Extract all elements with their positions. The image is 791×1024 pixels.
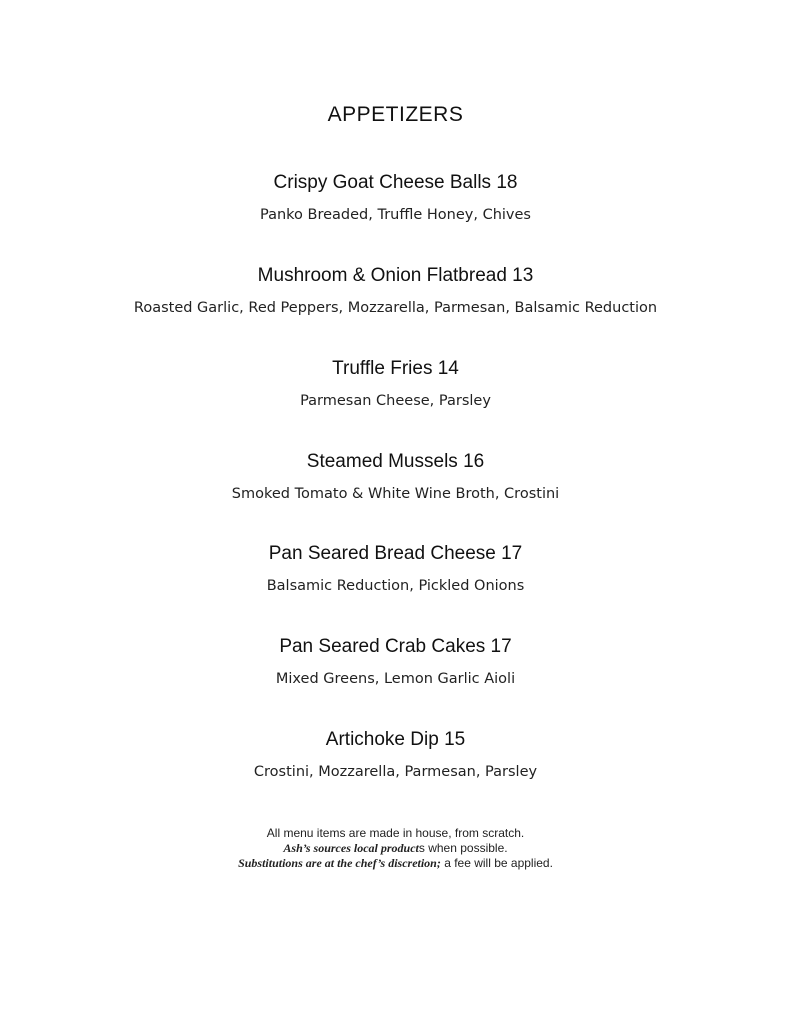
menu-item-description: Balsamic Reduction, Pickled Onions bbox=[266, 578, 525, 594]
footer-line-3-text: a fee will be applied. bbox=[440, 856, 553, 870]
menu-item bbox=[0, 635, 791, 689]
menu-item-description: Smoked Tomato & White Wine Broth, Crostini bbox=[231, 486, 560, 502]
menu-footer-note bbox=[0, 826, 791, 871]
footer-line-2-text: s when possible. bbox=[418, 841, 508, 855]
menu-item-name: Truffle Fries 14 bbox=[332, 358, 459, 379]
menu-item-name: Pan Seared Crab Cakes 17 bbox=[279, 636, 512, 657]
footer-line-3-emphasis: Substitutions are at the chef’s discretion; bbox=[238, 856, 441, 870]
menu-item-description: Mixed Greens, Lemon Garlic Aioli bbox=[275, 671, 516, 687]
footer-line-2 bbox=[0, 841, 791, 856]
footer-line-3 bbox=[0, 856, 791, 871]
footer-line-1: All menu items are made in house, from scratch. bbox=[266, 826, 525, 840]
menu-item-name: Pan Seared Bread Cheese 17 bbox=[268, 543, 523, 564]
menu-title: APPETIZERS bbox=[327, 103, 464, 126]
menu-item bbox=[0, 357, 791, 411]
footer-line-2-emphasis: Ash’s sources local product bbox=[283, 841, 419, 855]
menu-item-name: Mushroom & Onion Flatbread 13 bbox=[257, 265, 534, 286]
menu-item-name: Steamed Mussels 16 bbox=[306, 451, 485, 472]
menu-item-description: Parmesan Cheese, Parsley bbox=[300, 393, 491, 409]
menu-item-name: Crispy Goat Cheese Balls 18 bbox=[273, 172, 518, 193]
menu-item-description: Panko Breaded, Truffle Honey, Chives bbox=[260, 207, 531, 223]
menu-item-name: Artichoke Dip 15 bbox=[325, 729, 466, 750]
menu-item bbox=[0, 542, 791, 596]
menu-item bbox=[0, 450, 791, 504]
menu-item bbox=[0, 728, 791, 782]
menu-item bbox=[0, 171, 791, 225]
menu-item bbox=[0, 264, 791, 318]
menu-item-description: Roasted Garlic, Red Peppers, Mozzarella, Parmesan, Balsamic Reduction bbox=[133, 300, 658, 316]
menu-item-description: Crostini, Mozzarella, Parmesan, Parsley bbox=[253, 764, 538, 780]
